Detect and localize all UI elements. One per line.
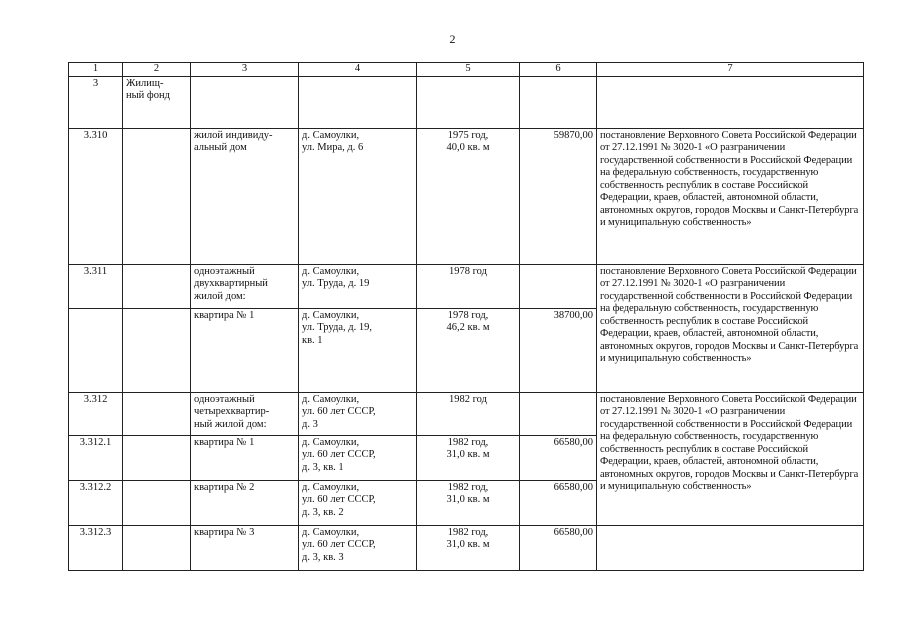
column-header: 7 bbox=[597, 63, 864, 77]
object-name: квартира № 2 bbox=[191, 480, 299, 525]
empty-cell bbox=[417, 76, 520, 128]
object-value: 66580,00 bbox=[520, 525, 597, 570]
object-address: д. Самоулки, ул. 60 лет СССР, д. 3, кв. 2 bbox=[299, 480, 417, 525]
object-year-area: 1978 год bbox=[417, 264, 520, 308]
row-code bbox=[69, 308, 123, 392]
object-year-area: 1982 год, 31,0 кв. м bbox=[417, 525, 520, 570]
column-header-row bbox=[69, 63, 864, 77]
empty-cell bbox=[597, 76, 864, 128]
object-value: 59870,00 bbox=[520, 128, 597, 264]
empty-cell bbox=[191, 76, 299, 128]
object-value bbox=[520, 264, 597, 308]
empty-cell bbox=[123, 128, 191, 264]
table-row bbox=[69, 128, 864, 264]
empty-cell bbox=[597, 525, 864, 570]
row-code: 3.312 bbox=[69, 392, 123, 435]
empty-cell bbox=[123, 264, 191, 308]
object-year-area: 1982 год, 31,0 кв. м bbox=[417, 480, 520, 525]
row-code: 3.310 bbox=[69, 128, 123, 264]
table-row bbox=[69, 392, 864, 435]
page-number: 2 bbox=[449, 32, 456, 46]
object-value: 38700,00 bbox=[520, 308, 597, 392]
empty-cell bbox=[123, 525, 191, 570]
object-address: д. Самоулки, ул. 60 лет СССР, д. 3 bbox=[299, 392, 417, 435]
legal-basis: постановление Верховного Совета Российской Федерации от 27.12.1991 № 3020-1 «О разграничении государственной собственности в Российской Федерации на федеральную собственность, государственную собственность республик в составе Российской Федерации, краев, областей, автономной области, автономных округов, городов Москвы и Санкт-Петербурга и муниципальную собственность» bbox=[597, 264, 864, 392]
empty-cell bbox=[123, 435, 191, 480]
table-row bbox=[69, 525, 864, 570]
empty-cell bbox=[299, 76, 417, 128]
object-address: д. Самоулки, ул. Мира, д. 6 bbox=[299, 128, 417, 264]
empty-cell bbox=[123, 392, 191, 435]
object-year-area: 1978 год, 46,2 кв. м bbox=[417, 308, 520, 392]
object-name: квартира № 3 bbox=[191, 525, 299, 570]
object-name: одноэтажный двухквартирный жилой дом: bbox=[191, 264, 299, 308]
object-value bbox=[520, 392, 597, 435]
table-row bbox=[69, 264, 864, 308]
row-code: 3.312.1 bbox=[69, 435, 123, 480]
object-address: д. Самоулки, ул. 60 лет СССР, д. 3, кв. 3 bbox=[299, 525, 417, 570]
row-code: 3.311 bbox=[69, 264, 123, 308]
object-name: одноэтажный четырехквартир- ный жилой дом: bbox=[191, 392, 299, 435]
object-name: квартира № 1 bbox=[191, 435, 299, 480]
object-year-area: 1982 год, 31,0 кв. м bbox=[417, 435, 520, 480]
column-header: 2 bbox=[123, 63, 191, 77]
section-row bbox=[69, 76, 864, 128]
object-name: квартира № 1 bbox=[191, 308, 299, 392]
object-value: 66580,00 bbox=[520, 480, 597, 525]
row-code: 3.312.2 bbox=[69, 480, 123, 525]
section-title: Жилищ- ный фонд bbox=[123, 76, 191, 128]
empty-cell bbox=[123, 480, 191, 525]
object-address: д. Самоулки, ул. 60 лет СССР, д. 3, кв. 1 bbox=[299, 435, 417, 480]
object-value: 66580,00 bbox=[520, 435, 597, 480]
column-header: 3 bbox=[191, 63, 299, 77]
section-code: 3 bbox=[69, 76, 123, 128]
row-code: 3.312.3 bbox=[69, 525, 123, 570]
legal-basis: постановление Верховного Совета Российской Федерации от 27.12.1991 № 3020-1 «О разграничении государственной собственности в Российской Федерации на федеральную собственность, государственную собственность республик в составе Российской Федерации, краев, областей, автономной области, автономных округов, городов Москвы и Санкт-Петербурга и муниципальную собственность» bbox=[597, 128, 864, 264]
object-address: д. Самоулки, ул. Труда, д. 19, кв. 1 bbox=[299, 308, 417, 392]
column-header: 5 bbox=[417, 63, 520, 77]
column-header: 1 bbox=[69, 63, 123, 77]
empty-cell bbox=[123, 308, 191, 392]
object-year-area: 1982 год bbox=[417, 392, 520, 435]
legal-basis: постановление Верховного Совета Российской Федерации от 27.12.1991 № 3020-1 «О разграничении государственной собственности в Российской Федерации на федеральную собственность, государственную собственность республик в составе Российской Федерации, краев, областей, автономной области, автономных округов, городов Москвы и Санкт-Петербурга и муниципальную собственность» bbox=[597, 392, 864, 525]
object-address: д. Самоулки, ул. Труда, д. 19 bbox=[299, 264, 417, 308]
column-header: 4 bbox=[299, 63, 417, 77]
object-year-area: 1975 год, 40,0 кв. м bbox=[417, 128, 520, 264]
empty-cell bbox=[520, 76, 597, 128]
object-name: жилой индивиду- альный дом bbox=[191, 128, 299, 264]
property-registry-table bbox=[68, 62, 864, 571]
column-header: 6 bbox=[520, 63, 597, 77]
